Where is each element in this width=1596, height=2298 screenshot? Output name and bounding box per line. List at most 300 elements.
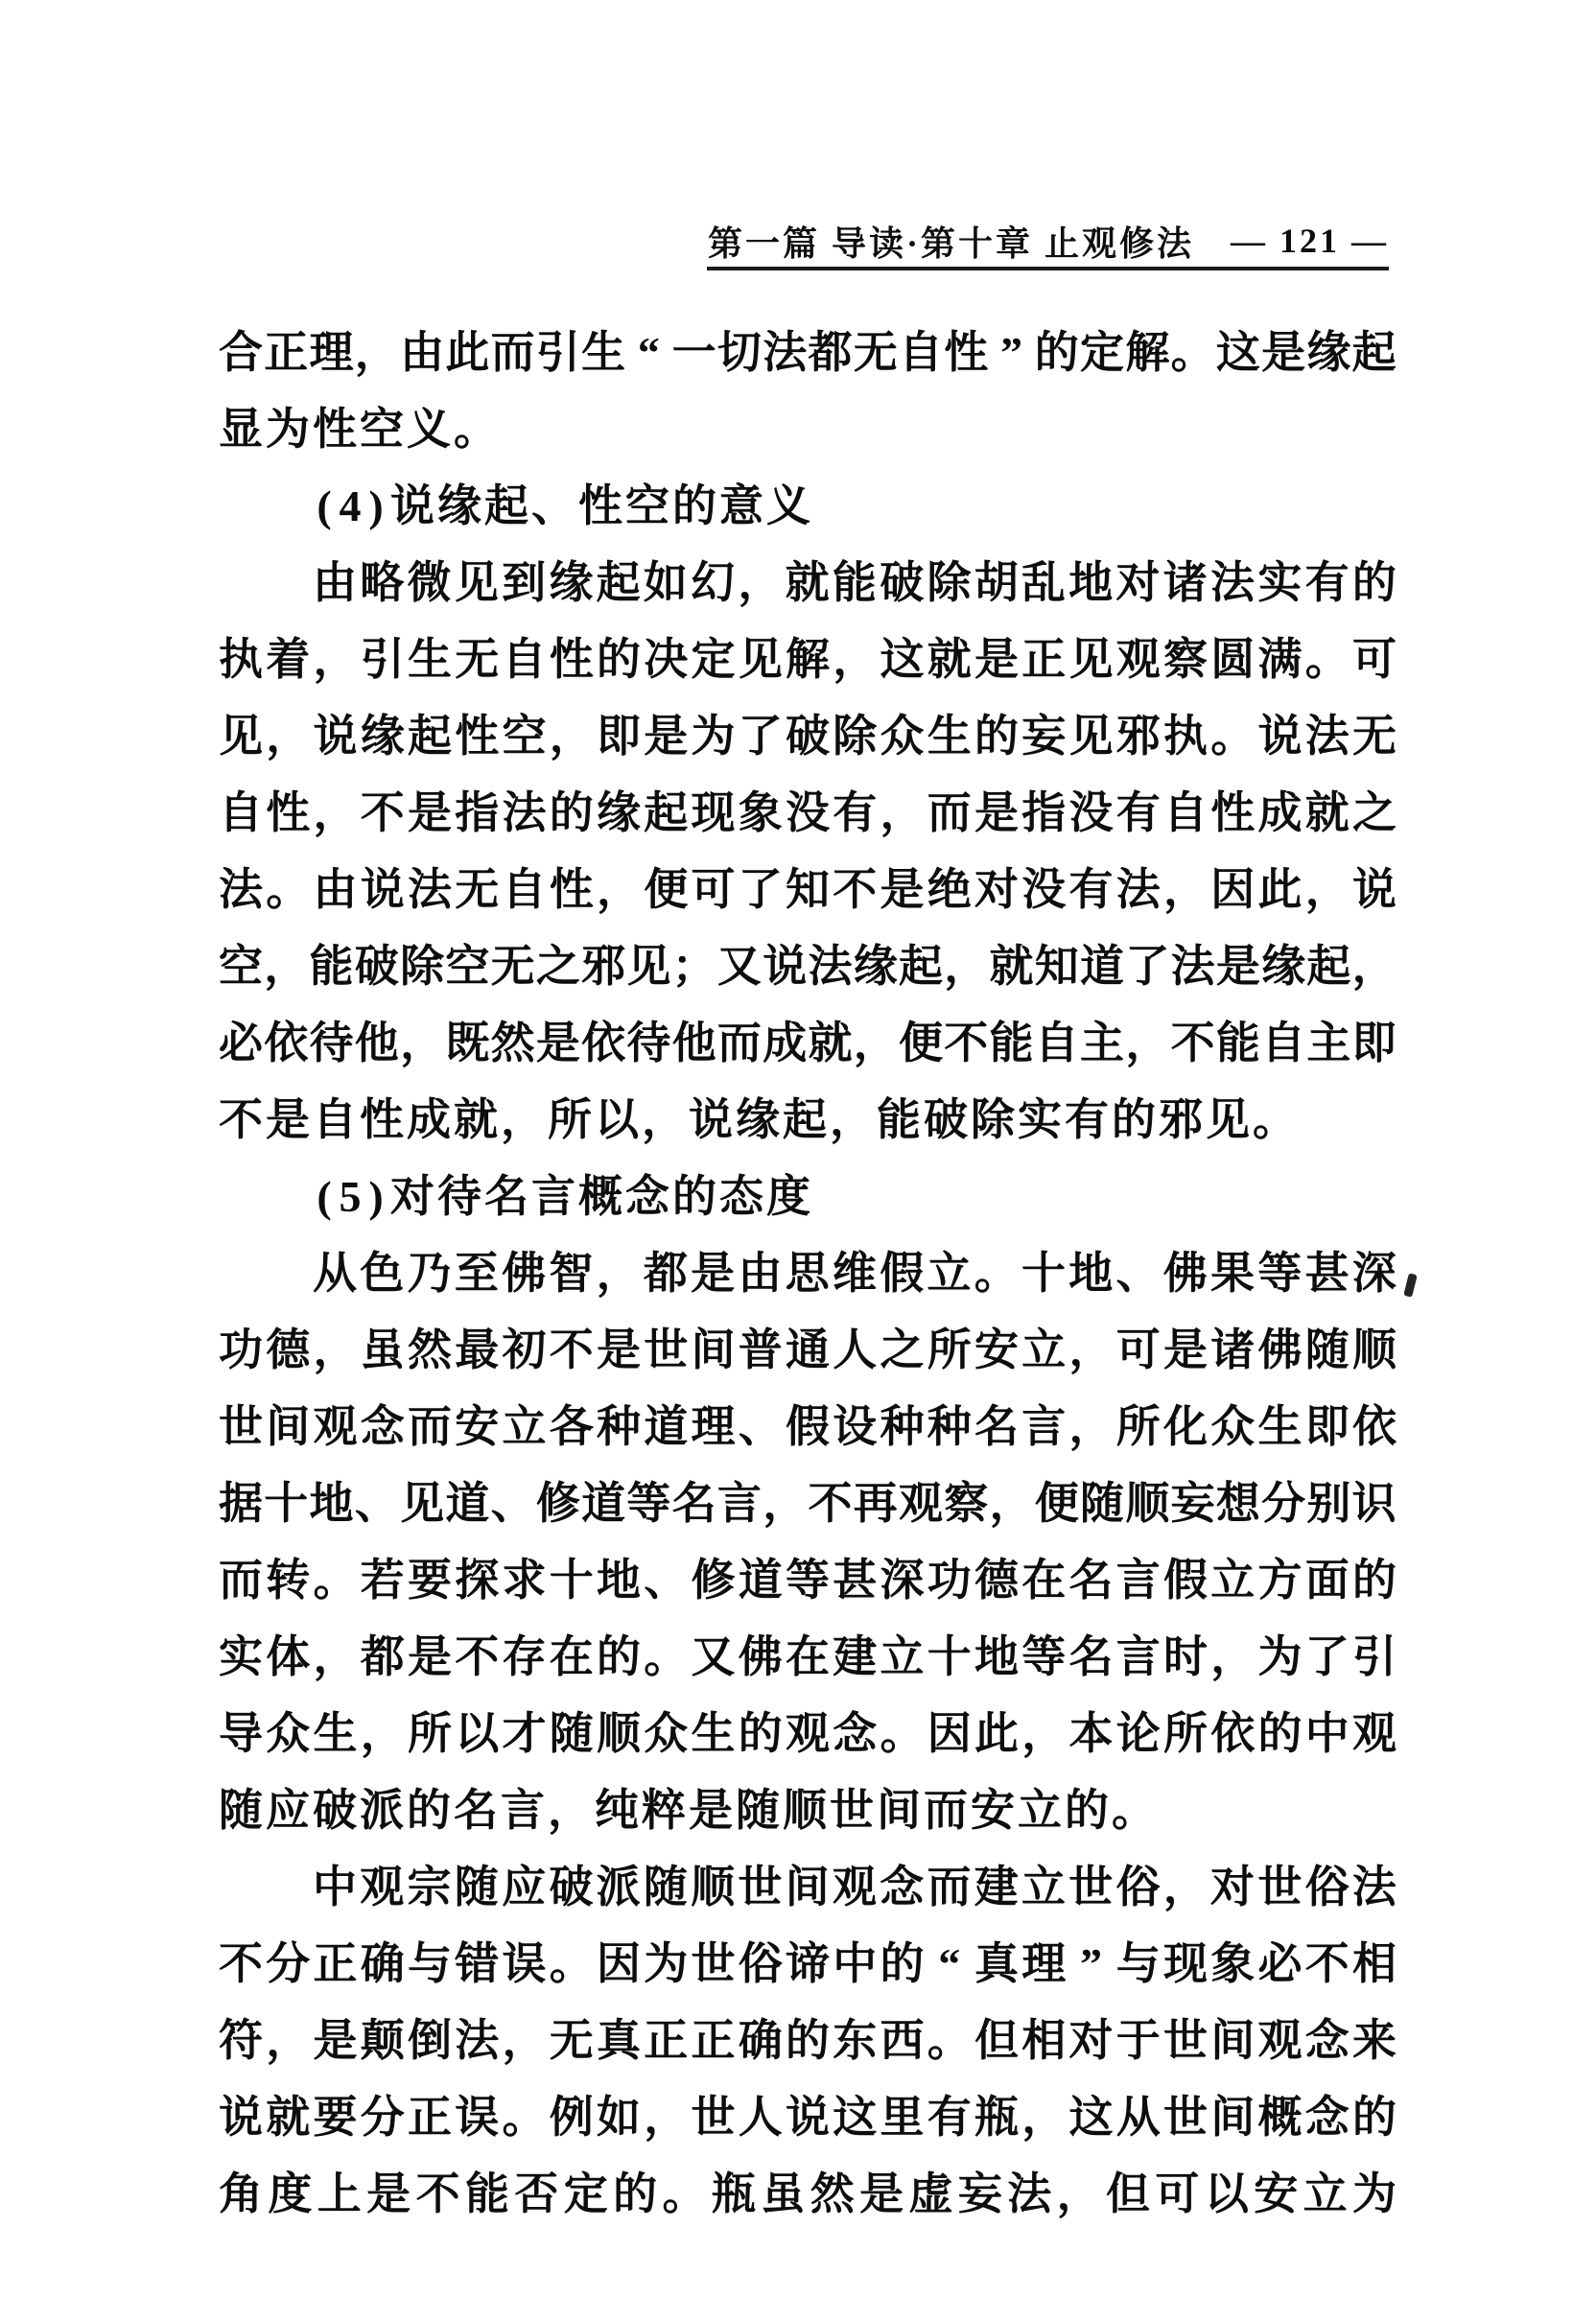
glyph: 佛 [1257,1325,1303,1374]
glyph: 成 [407,1095,451,1144]
glyph: 正 [264,328,309,377]
glyph: 的 [786,2016,830,2065]
glyph: ， [833,635,878,684]
glyph: 起 [1306,942,1351,991]
glyph: 性 [360,1095,404,1144]
glyph: 略 [360,558,405,607]
glyph: 法 [763,328,808,377]
glyph: 依 [264,1019,309,1067]
glyph: 待 [626,1019,671,1067]
glyph: 空 [445,942,490,991]
glyph: 世 [830,1786,874,1835]
glyph: 生 [408,635,452,684]
glyph: 所 [1163,1709,1208,1758]
glyph: 空 [219,942,263,991]
glyph: 、 [644,1556,689,1605]
glyph: 生 [1257,1402,1303,1451]
glyph: 观 [1115,635,1161,684]
glyph: 破 [354,942,399,991]
glyph: 应 [266,1786,310,1835]
glyph: 是 [1261,328,1306,377]
glyph: 普 [738,1325,783,1374]
glyph: 间 [1210,2093,1256,2142]
glyph: 。 [974,1249,1019,1298]
glyph: 十 [549,1556,594,1605]
glyph: ， [944,942,989,991]
glyph: 由 [400,328,445,377]
glyph: ， [1021,1709,1067,1758]
glyph: 安 [971,1786,1015,1835]
text-line [219,391,1396,468]
glyph: 想 [1215,1479,1260,1528]
glyph: 由 [313,558,357,607]
glyph: 空 [625,481,669,530]
glyph: 间 [266,1402,311,1451]
glyph: 是 [644,712,689,761]
glyph: 合 [219,328,263,377]
glyph: 本 [1068,1709,1114,1758]
glyph: 众 [1210,1402,1256,1451]
glyph: 、 [738,1402,783,1451]
glyph: ， [880,788,925,837]
glyph: 言 [501,1786,545,1835]
glyph: 依 [1210,1709,1256,1758]
glyph: 的 [549,788,594,837]
glyph: 4 [339,481,362,530]
glyph: 破 [880,558,925,607]
glyph: ， [549,712,594,761]
glyph: 世 [644,1325,689,1374]
glyph: 在 [549,1632,594,1681]
glyph: 没 [786,788,830,837]
glyph: 识 [1351,1479,1396,1528]
glyph: 、 [354,1479,399,1528]
glyph: 顺 [1352,1325,1396,1374]
glyph: 态 [719,1172,763,1221]
glyph: ， [360,1709,405,1758]
text-line [219,1389,1396,1466]
glyph: 定 [563,2169,608,2218]
glyph: 顺 [597,1709,641,1758]
glyph: 是 [880,865,925,914]
glyph: 道 [738,1556,783,1605]
glyph: 就 [454,1095,498,1144]
glyph: ， [763,1479,808,1528]
glyph: 符 [219,2016,263,2065]
glyph: 性 [313,405,357,454]
glyph: 是 [974,788,1019,837]
glyph: 西 [880,2016,925,2065]
glyph: 念 [360,1402,405,1451]
glyph: 等 [1257,1249,1303,1298]
glyph: 有 [1068,865,1114,914]
glyph: 言 [716,1479,762,1528]
glyph: 正 [1021,635,1067,684]
glyph: 之 [535,942,580,991]
glyph: 无 [455,635,500,684]
glyph: 不 [455,1632,500,1681]
glyph: 不 [1304,1939,1350,1988]
text-line [219,1926,1396,2003]
glyph: 名 [454,1786,498,1835]
glyph: ， [853,1019,898,1067]
glyph: 虽 [761,2169,806,2218]
glyph: ； [671,942,716,991]
glyph: 由 [738,1249,783,1298]
glyph: 幻 [691,558,736,607]
glyph: ， [830,1095,874,1144]
glyph: 正 [691,2016,736,2065]
glyph: 他 [354,1019,399,1067]
glyph: 例 [549,2093,594,2142]
glyph: 导 [219,1709,263,1758]
glyph: 地 [1068,558,1114,607]
glyph: ， [266,712,311,761]
glyph: 的 [1034,328,1079,377]
glyph: 等 [1021,1632,1067,1681]
glyph: 众 [880,712,925,761]
glyph: 否 [514,2169,559,2218]
glyph: 缘 [1306,328,1351,377]
glyph: ， [313,788,358,837]
glyph: 妄 [957,2169,1002,2218]
text-line [219,1542,1396,1619]
scan-ink-speck [1403,1273,1418,1297]
glyph: 无 [490,942,535,991]
glyph: ， [596,1249,641,1298]
glyph: ， [1021,2093,1067,2142]
glyph: 因 [927,1709,972,1758]
glyph: 解 [1125,328,1170,377]
glyph: 与 [408,1939,452,1988]
glyph: 的 [613,2169,658,2218]
glyph: 要 [408,1556,452,1605]
glyph: 是 [597,1325,641,1374]
glyph: 俗 [1115,1863,1161,1911]
glyph: 。 [880,1709,925,1758]
glyph: 这 [833,2093,878,2142]
glyph: 是 [366,2169,411,2218]
glyph: 名 [671,1479,716,1528]
glyph: ， [502,2016,547,2065]
glyph: 所 [927,1325,972,1374]
glyph: 顺 [1125,1479,1170,1528]
glyph: 据 [219,1479,263,1528]
text-line [219,1082,1396,1159]
text-line-heading [219,1159,1396,1235]
glyph: 概 [1257,2093,1303,2142]
text-line [219,698,1396,775]
glyph: 妄 [1170,1479,1215,1528]
glyph: 立 [502,1402,547,1451]
glyph: 。 [1304,635,1350,684]
glyph: 为 [1351,2169,1396,2218]
glyph: 实 [219,1632,263,1681]
glyph: 以 [1204,2169,1249,2218]
glyph: 的 [1352,1556,1396,1605]
glyph: 名 [484,1172,528,1221]
text-line [219,2156,1396,2233]
glyph: 是 [535,1019,580,1067]
glyph: ， [313,1632,358,1681]
glyph: 派 [596,1863,641,1911]
glyph: 是 [408,1632,452,1681]
glyph: 法 [1304,712,1350,761]
glyph: 念 [1304,2093,1350,2142]
glyph: 法 [1170,942,1215,991]
glyph: 缘 [1261,942,1306,991]
glyph: 生 [691,1709,736,1758]
glyph: 顺 [691,1863,736,1911]
glyph: 而 [716,1019,762,1067]
glyph: 但 [974,2016,1019,2065]
glyph: 化 [1163,1402,1208,1451]
glyph: 就 [785,558,830,607]
glyph: ( [317,481,332,530]
glyph: 佛 [502,1249,547,1298]
glyph: 对 [1210,1863,1256,1911]
glyph: 这 [1215,328,1260,377]
glyph: 。 [313,1556,358,1605]
glyph: ) [368,481,384,530]
glyph: 为 [644,1939,689,1988]
glyph: 说 [689,1095,733,1144]
glyph: 最 [455,1325,500,1374]
glyph: 有 [1304,558,1350,607]
glyph: 与 [1115,1939,1161,1988]
glyph: 待 [437,1172,481,1221]
glyph: 随 [643,1863,688,1911]
page-header [708,217,1389,265]
text-line [219,1312,1396,1389]
glyph: 象 [1210,1939,1256,1988]
glyph: 主 [1306,1019,1351,1067]
text-line [219,315,1396,391]
glyph: ( [317,1172,332,1221]
glyph: 误 [455,2093,500,2142]
glyph: 由 [313,865,358,914]
glyph: 能 [877,1095,921,1144]
glyph: 见 [626,942,671,991]
glyph: 倒 [408,2016,452,2065]
glyph: 观 [832,1863,877,1911]
glyph: 体 [266,1632,311,1681]
glyph: 、 [1115,1249,1161,1298]
glyph: 决 [644,635,689,684]
glyph: 修 [535,1479,580,1528]
text-line [219,1466,1396,1542]
glyph: 的 [407,1786,451,1835]
glyph: 他 [671,1019,716,1067]
glyph: 对 [1115,558,1161,607]
glyph: 说 [763,942,808,991]
glyph: 人 [833,1325,878,1374]
glyph: 维 [832,1249,877,1298]
text-line [219,2079,1396,2156]
glyph: 没 [1068,788,1114,837]
glyph: 世 [219,1402,263,1451]
text-line [219,1849,1396,1926]
glyph: 设 [833,1402,878,1451]
glyph: 知 [786,865,830,914]
glyph: 初 [502,1325,547,1374]
glyph: 此 [1257,865,1303,914]
header-section-title: 第一篇 导读·第十章 止观修法 [708,223,1195,263]
glyph: 自 [1163,788,1208,837]
glyph: 的 [880,1939,925,1988]
glyph: 象 [738,788,783,837]
glyph: 在 [786,1632,830,1681]
glyph: 显 [219,405,263,454]
glyph: ， [266,2016,311,2065]
glyph: 对 [390,1172,434,1221]
glyph: 派 [360,1786,404,1835]
glyph: 德 [266,1325,311,1374]
glyph: 说 [1352,865,1396,914]
glyph: 性 [578,481,622,530]
glyph: 转 [266,1556,311,1605]
text-line [219,2003,1396,2079]
glyph: 到 [502,558,547,607]
glyph: 分 [266,1939,311,1988]
glyph: 深 [1351,1249,1396,1298]
glyph: 。 [549,1939,594,1988]
glyph: 乱 [1021,558,1066,607]
glyph: 不 [219,1939,263,1988]
glyph: 生 [313,1709,358,1758]
glyph: 都 [360,1632,405,1681]
glyph: 便 [898,1019,943,1067]
glyph: 诸 [1210,1325,1256,1374]
glyph: ， [1210,1632,1256,1681]
glyph: 破 [549,1863,594,1911]
glyph: 世 [1257,1863,1303,1911]
glyph: 的 [974,712,1019,761]
glyph: 绝 [927,865,972,914]
glyph: 实 [1018,1095,1062,1144]
glyph: 的 [1257,1709,1303,1758]
glyph: 知 [1034,942,1079,991]
glyph: 诸 [1162,558,1208,607]
glyph: 是 [974,635,1019,684]
glyph: 必 [1257,1939,1303,1988]
glyph: 就 [1304,788,1350,837]
glyph: 引 [1352,1632,1396,1681]
glyph: 起 [408,712,452,761]
glyph: 法 [808,942,853,991]
glyph: 一 [671,328,716,377]
glyph: 名 [974,1402,1019,1451]
glyph: 思 [785,1249,830,1298]
glyph: 言 [1115,1556,1161,1605]
glyph: 在 [1021,1556,1067,1605]
glyph: 间 [877,1786,921,1835]
glyph: 而 [924,1786,968,1835]
glyph: ， [264,942,309,991]
glyph: 果 [1210,1249,1256,1298]
glyph: 除 [927,558,972,607]
glyph: 不 [833,865,878,914]
glyph: 自 [219,788,263,837]
glyph: 求 [502,1556,547,1605]
glyph: “ [938,1939,961,1988]
glyph: 立 [927,1249,972,1298]
glyph: 是 [689,1786,733,1835]
glyph: 实 [1257,558,1303,607]
glyph: 念 [1304,2016,1350,2065]
glyph: 以 [595,1095,639,1144]
glyph: 道 [581,1479,626,1528]
glyph: 此 [445,328,490,377]
glyph: 性 [1210,788,1256,837]
glyph: 所 [1115,1402,1161,1451]
glyph: 随 [549,1709,594,1758]
glyph: 有 [927,2093,972,2142]
glyph: 着 [266,635,311,684]
glyph: ， [642,1095,686,1144]
glyph: 假 [880,1249,925,1298]
glyph: 即 [1351,1019,1396,1067]
glyph: 起 [644,788,689,837]
glyph: 义 [407,405,451,454]
glyph: 正 [408,2093,452,2142]
glyph: 因 [1210,865,1256,914]
glyph: 众 [644,1709,689,1758]
glyph: 起 [1351,328,1396,377]
glyph: 是 [1215,942,1260,991]
glyph: ” [1080,1939,1102,1988]
glyph: 念 [833,1709,878,1758]
glyph: 说 [786,2093,830,2142]
glyph: 所 [408,1709,452,1758]
glyph: 探 [455,1556,500,1605]
glyph: 可 [1155,2169,1200,2218]
glyph: 性 [266,788,311,837]
glyph: 别 [1306,1479,1351,1528]
glyph: 缘 [360,712,405,761]
glyph: 引 [535,328,580,377]
glyph: 。 [662,2169,707,2218]
glyph: 缘 [597,788,641,837]
glyph: 所 [548,1095,592,1144]
glyph: 错 [455,1939,500,1988]
glyph: ， [501,1095,545,1144]
glyph: 为 [1257,1632,1303,1681]
glyph: “ [637,328,660,377]
glyph: 。 [1170,328,1215,377]
glyph: 中 [833,1939,878,1988]
glyph: 纯 [595,1786,639,1835]
glyph: 德 [974,1556,1019,1605]
glyph: 名 [1068,1556,1114,1605]
header-underline [707,267,1389,270]
glyph: 又 [691,1632,736,1681]
glyph: 种 [927,1402,972,1451]
glyph: 道 [1080,942,1125,991]
glyph: 自 [1034,1019,1079,1067]
glyph: 了 [738,865,783,914]
glyph: 法 [455,2016,500,2065]
glyph: 等 [786,1556,830,1605]
glyph: 色 [360,1249,405,1298]
glyph: 自 [313,1095,357,1144]
glyph: 法 [502,788,547,837]
glyph: 东 [833,2016,878,2065]
glyph: ， [548,1786,592,1835]
glyph: 察 [1163,635,1208,684]
glyph: 邪 [581,942,626,991]
glyph: 这 [1068,2093,1114,2142]
